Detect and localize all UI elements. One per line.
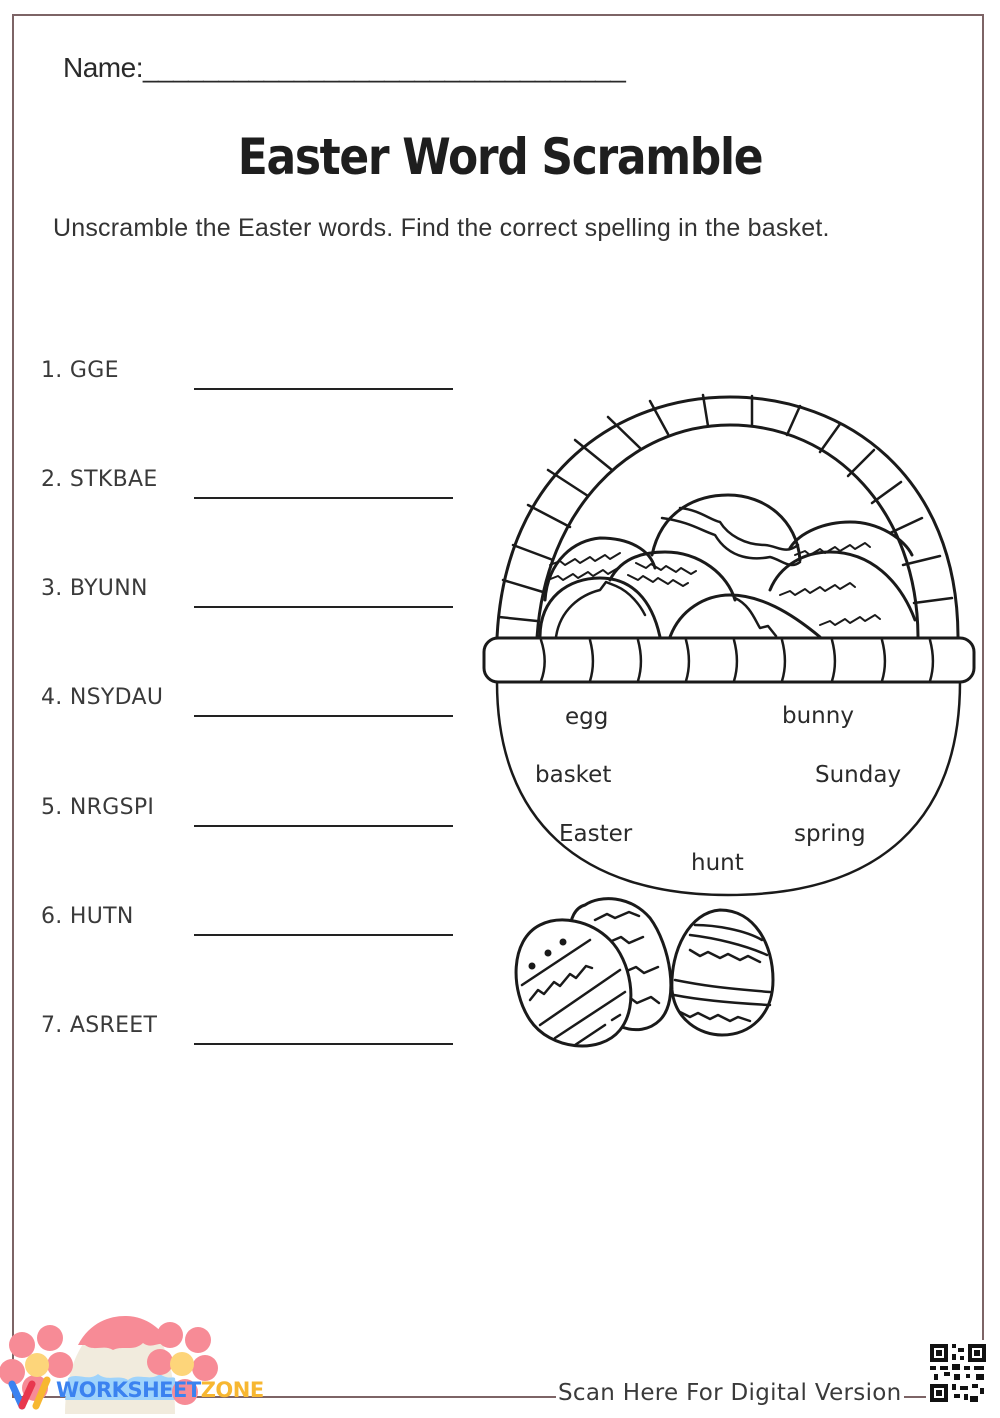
page-title: Easter Word Scramble — [237, 128, 763, 186]
scramble-item-2 — [41, 467, 461, 517]
w-logo-mark-icon — [12, 1380, 47, 1406]
brand-worksheet: WORKSHEET — [56, 1378, 201, 1402]
word-bank-item: hunt — [691, 850, 744, 876]
instructions-text: Unscramble the Easter words. Find the correct spelling in the basket. — [53, 214, 830, 242]
easter-basket-illustration — [480, 390, 980, 1060]
name-field-label[interactable]: Name:________________________________ — [63, 52, 626, 83]
word-bank-item: Sunday — [815, 762, 902, 788]
word-bank-item: Easter — [559, 821, 633, 847]
answer-line[interactable] — [194, 934, 453, 936]
scramble-item-1 — [41, 358, 461, 408]
scrambled-word: 3. BYUNN — [41, 576, 148, 601]
scramble-item-7 — [41, 1013, 461, 1063]
scramble-item-6 — [41, 904, 461, 954]
qr-code-icon[interactable] — [926, 1340, 988, 1406]
word-bank-item: egg — [565, 704, 609, 730]
scrambled-word: 6. HUTN — [41, 904, 134, 929]
scrambled-word: 2. STKBAE — [41, 467, 158, 492]
scan-digital-version-text: Scan Here For Digital Version — [558, 1380, 902, 1406]
scrambled-word: 1. GGE — [41, 358, 119, 383]
answer-line[interactable] — [194, 715, 453, 717]
brand-zone: ZONE — [200, 1378, 264, 1402]
scrambled-word: 5. NRGSPI — [41, 795, 155, 820]
answer-line[interactable] — [194, 825, 453, 827]
scrambled-word: 7. ASREET — [41, 1013, 158, 1038]
brand-wordmark — [56, 1378, 264, 1402]
word-bank-item: spring — [794, 821, 866, 847]
answer-line[interactable] — [194, 606, 453, 608]
scramble-item-3 — [41, 576, 461, 626]
word-bank-item: basket — [535, 762, 612, 788]
answer-line[interactable] — [194, 1043, 453, 1045]
word-bank-item: bunny — [782, 703, 854, 729]
answer-line[interactable] — [194, 497, 453, 499]
answer-line[interactable] — [194, 388, 453, 390]
scramble-item-4 — [41, 685, 461, 735]
scrambled-word: 4. NSYDAU — [41, 685, 164, 710]
scramble-item-5 — [41, 795, 461, 845]
